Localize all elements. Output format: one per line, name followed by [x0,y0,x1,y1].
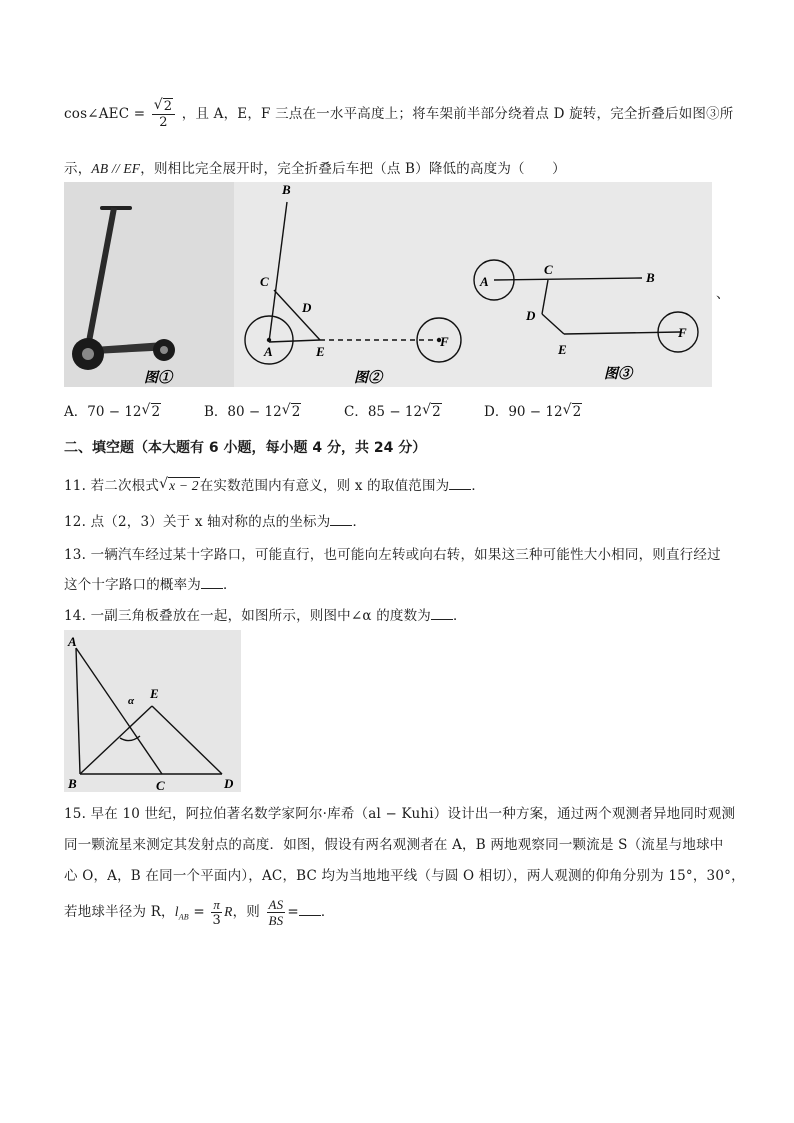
option-c[interactable]: C．85 − 12√ 2 [344,400,442,420]
option-d[interactable]: D．90 − 12√ 2 [484,400,582,420]
fig3-label-d: D [526,308,536,323]
fig2-label-b: B [282,182,291,197]
question-12: 12. 点（2，3）关于 x 轴对称的点的坐标为 ． [64,514,367,530]
pi-over-3-fraction: $\frac{\pi}{3}$ [212,897,222,928]
scooter-photo [64,182,234,387]
option-a[interactable]: A．70 − 12√ 2 [64,400,161,420]
intro-line-1-text: ，且 A，E，F 三点在一水平高度上；将车架前半部分绕着点 D 旋转，完全折叠后如图③所 [181,106,734,122]
caption-fig2: 图② [354,371,382,386]
caption-fig3: 图③ [604,367,632,382]
caption-fig1: 图① [144,371,172,386]
fig2-label-a: A [264,344,273,359]
question-14: 14. 一副三角板叠放在一起，如图所示，则图中∠α 的度数为 ． [64,608,467,624]
fig3-label-f: F [678,325,687,340]
arc-length-symbol: l [174,904,179,919]
fig3-label-a: A [480,274,489,289]
intro-line-2: 示，AB // EF，则相比完全展开时，完全折叠后车把（点 B）降低的高度为（ ） [64,161,566,177]
option-b[interactable]: B．80 − 12√ 2 [204,400,301,420]
figure-scooter-strip [64,182,712,387]
q11-radical: √ x − 2 [159,478,200,494]
diagram-fig3 [474,260,698,352]
fig3-label-b: B [646,270,655,285]
diagram-fig2 [245,202,461,364]
tri-label-a: A [68,634,77,649]
section-title: 二、填空题（本大题有 6 小题，每小题 4 分，共 24 分） [64,440,427,456]
tri-label-b: B [68,776,77,791]
intro-line-1 [64,100,734,129]
question-15-line-3: 心 O，A，B 在同一个平面内），AC，BC 均为当地地平线（与圆 O 相切），两人观测的仰角分别为 15°，30°， [64,868,745,884]
q14-answer-blank[interactable] [431,608,453,620]
q12-answer-blank[interactable] [330,514,352,526]
triangles-svg [64,630,241,792]
tri-label-d: D [224,776,234,791]
q11-answer-blank[interactable] [449,478,471,490]
fig2-label-c: C [260,274,269,289]
fig2-label-e: E [316,344,325,359]
fig3-label-c: C [544,262,553,277]
fig2-label-f: F [440,334,449,349]
tri-label-alpha: α [128,695,135,707]
parallel-relation: AB // EF [91,161,141,176]
tri-label-e: E [150,686,159,701]
fig3-label-e: E [558,342,567,357]
cos-fraction: √ $\frac{2}{2}$ [152,100,175,129]
question-13-line-2: 这个十字路口的概率为 ． [64,577,237,593]
fig2-label-d: D [302,300,312,315]
question-13-line-1: 13. 一辆汽车经过某十字路口，可能直行，也可能向左转或向右转，如果这三种可能性大小相同，则直行经过 [64,547,721,563]
stray-mark: 、 [716,286,730,302]
figure-scooter-svg [64,182,712,387]
q13-answer-blank[interactable] [201,577,223,589]
as-over-bs-fraction: $\frac{AS}{BS}$ [268,897,284,928]
tri-label-c: C [156,778,165,792]
question-11: 11. 若二次根式√ x − 2在实数范围内有意义，则 x 的取值范围为 ． [64,474,485,494]
q15-answer-blank[interactable] [299,904,321,916]
question-15-line-2: 同一颗流星来测定其发射点的高度．如图，假设有两名观测者在 A，B 两地观察同一颗流是 S（流星与地球中 [64,837,724,853]
figure-triangles [64,630,241,792]
question-15-line-4: 若地球半径为 R，$l_{AB}$ = $\frac{\pi}{3}$ R，则 $\frac{AS}{BS}$ = ． [64,897,335,928]
cos-expression: cos∠AEC = [64,106,146,122]
question-15-line-1: 15. 早在 10 世纪，阿拉伯著名数学家阿尔·库希（al − Kuhi）设计出一种方案，通过两个观测者异地同时观测 [64,806,736,822]
